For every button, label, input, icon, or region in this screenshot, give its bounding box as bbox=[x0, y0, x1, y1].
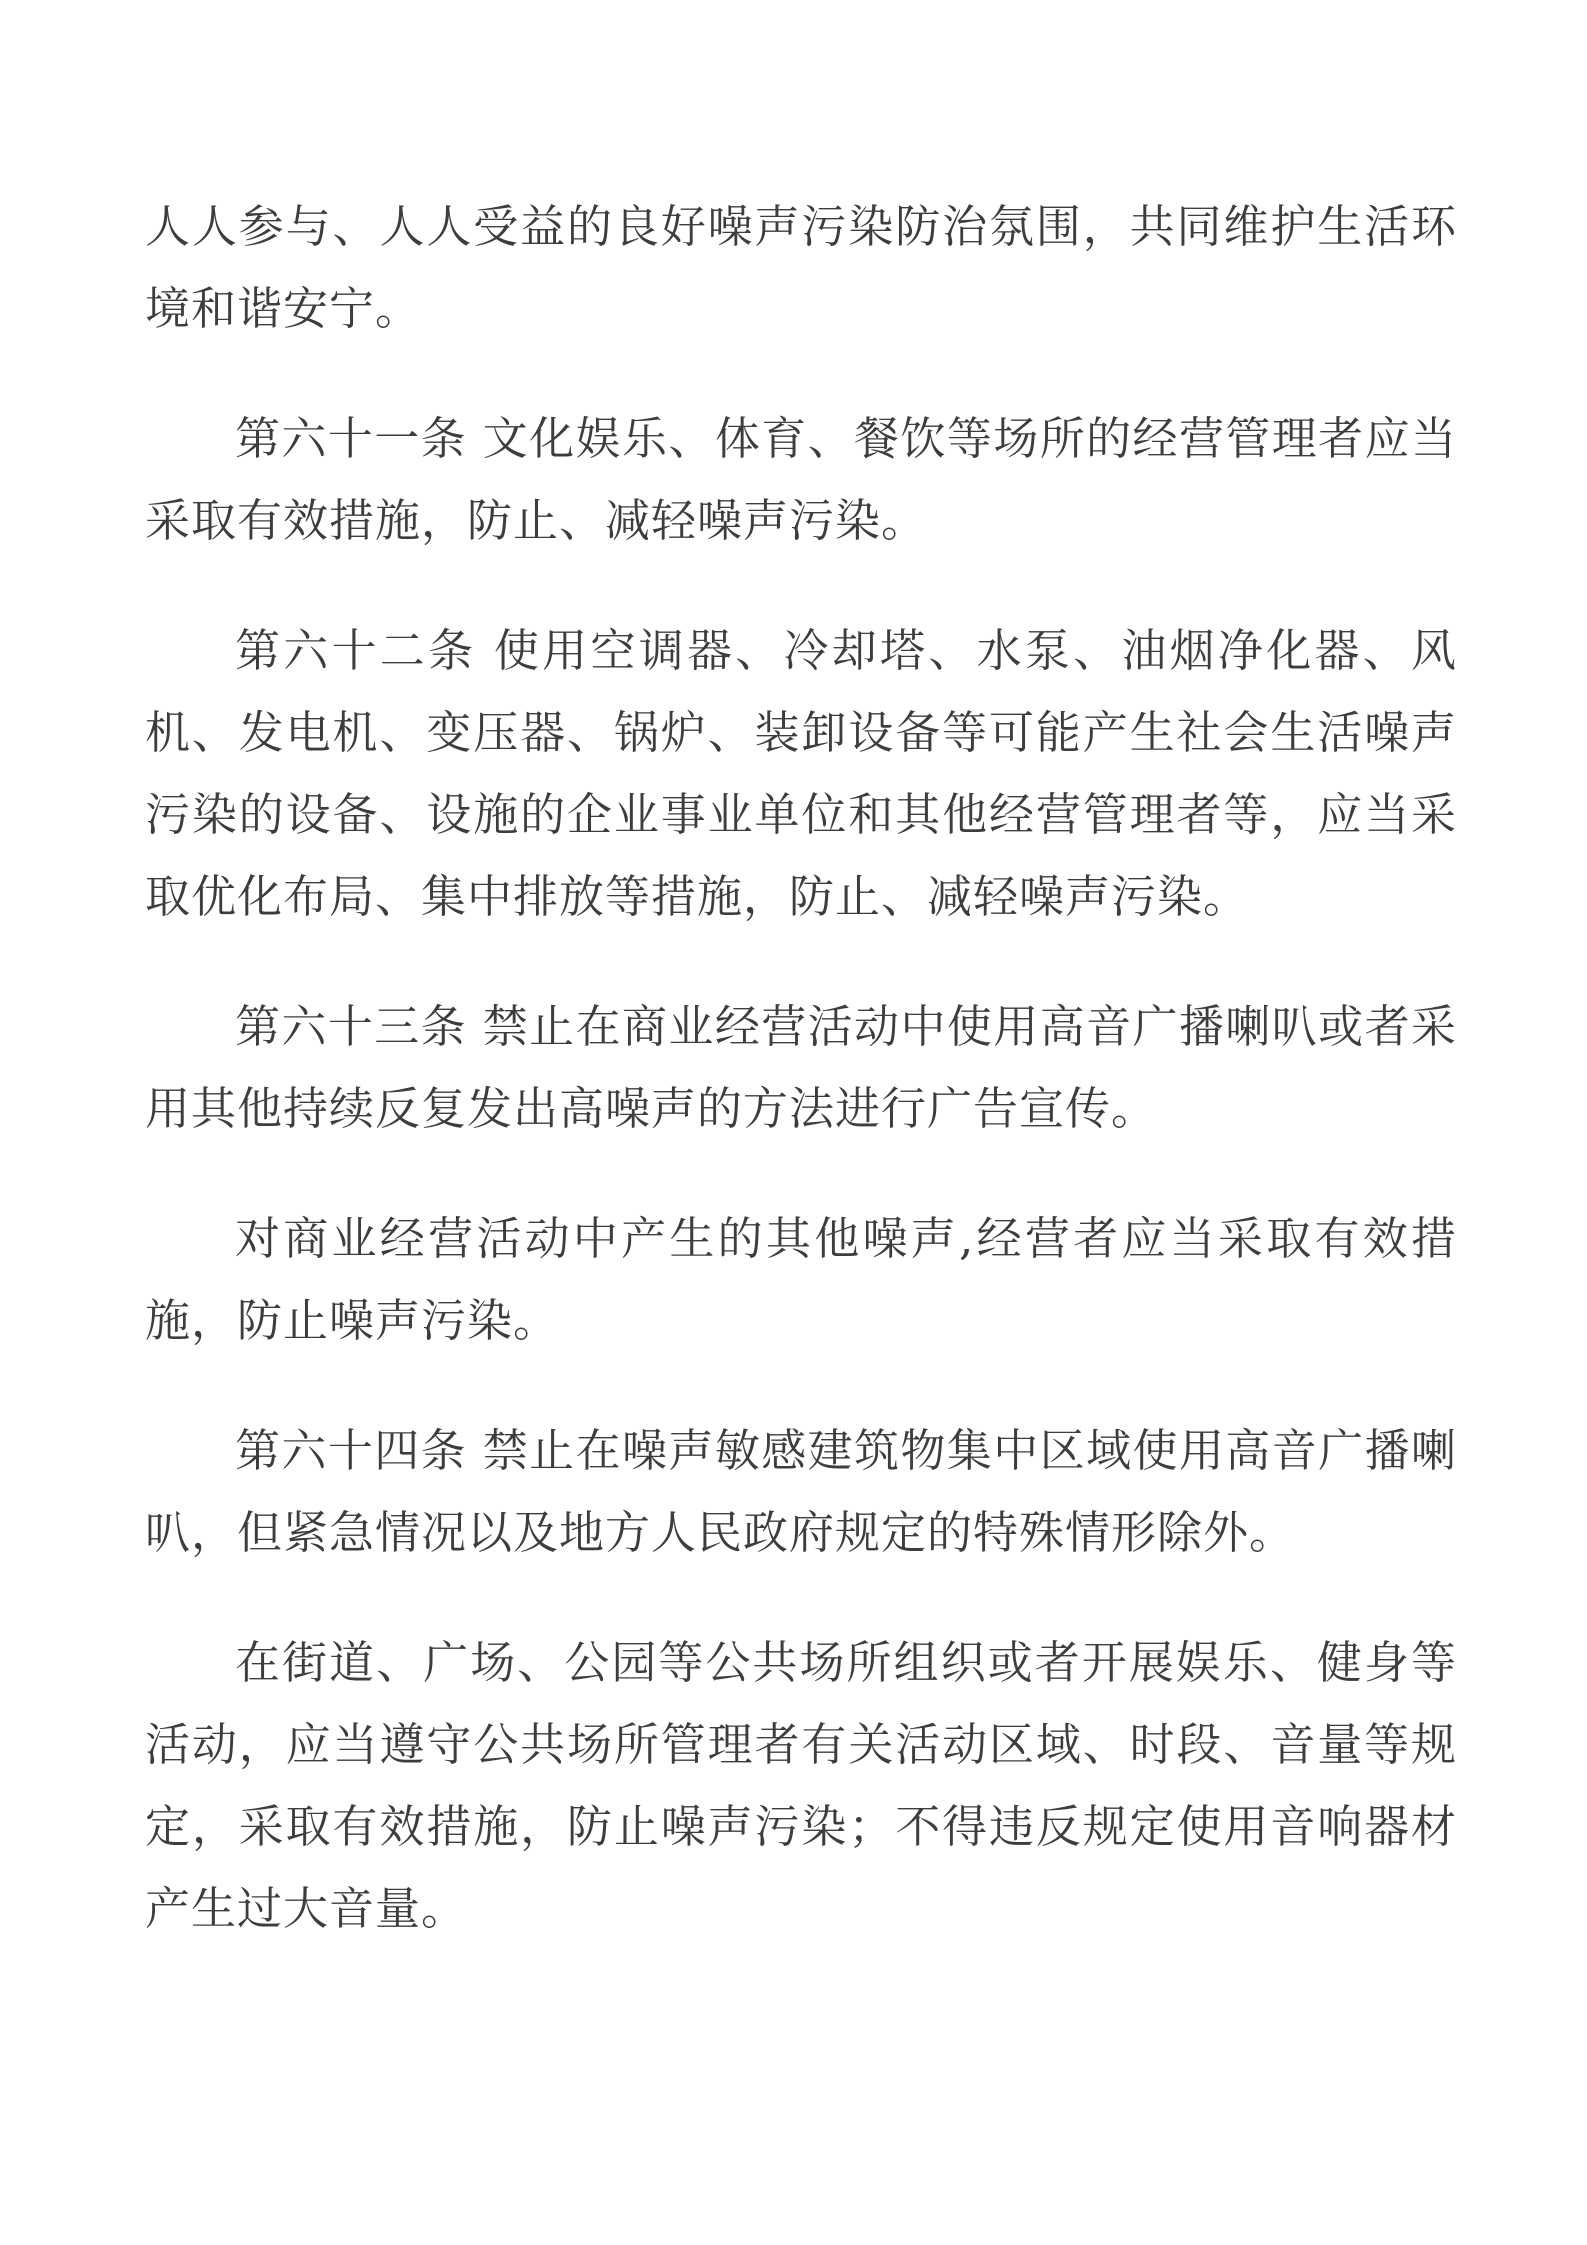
paragraph-article-61: 第六十一条 文化娱乐、体育、餐饮等场所的经营管理者应当采取有效措施，防止、减轻噪声污染。 bbox=[145, 412, 1457, 547]
paragraph-article-63-2: 对商业经营活动中产生的其他噪声,经营者应当采取有效措施，防止噪声污染。 bbox=[145, 1212, 1457, 1347]
paragraph-article-64: 第六十四条 禁止在噪声敏感建筑物集中区域使用高音广播喇叭，但紧急情况以及地方人民政府规定的特殊情形除外。 bbox=[145, 1424, 1457, 1559]
paragraph-article-62: 第六十二条 使用空调器、冷却塔、水泵、油烟净化器、风机、发电机、变压器、锅炉、装卸设备等可能产生社会生活噪声污染的设备、设施的企业事业单位和其他经营管理者等，应当采取优化布局、集中排放等措施，防止、减轻噪声污染。 bbox=[145, 624, 1457, 923]
paragraph-article-63: 第六十三条 禁止在商业经营活动中使用高音广播喇叭或者采用其他持续反复发出高噪声的方法进行广告宣传。 bbox=[145, 1000, 1457, 1135]
paragraph-article-64-2: 在街道、广场、公园等公共场所组织或者开展娱乐、健身等活动，应当遵守公共场所管理者有关活动区域、时段、音量等规定，采取有效措施，防止噪声污染；不得违反规定使用音响器材产生过大音量。 bbox=[145, 1636, 1457, 1935]
document-body bbox=[145, 186, 1457, 1998]
paragraph-continuation: 人人参与、人人受益的良好噪声污染防治氛围，共同维护生活环境和谐安宁。 bbox=[145, 200, 1457, 335]
